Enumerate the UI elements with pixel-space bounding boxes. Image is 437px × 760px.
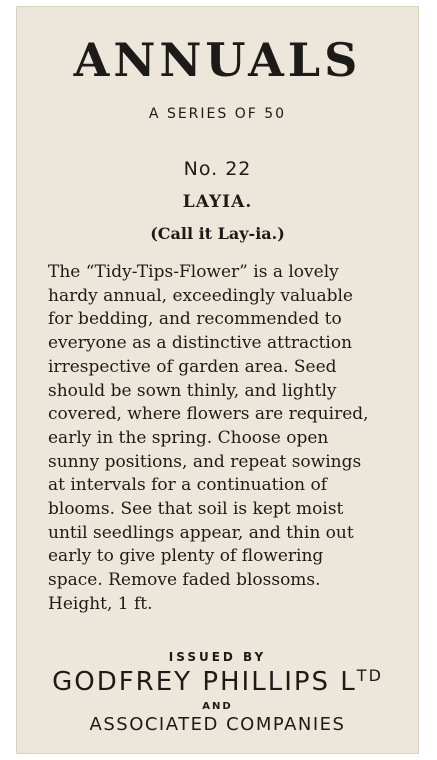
company-name (16, 666, 419, 697)
description-line: for bedding, and recommended to (48, 309, 342, 330)
associated-companies: ASSOCIATED COMPANIES (89, 714, 346, 735)
description-line: space. Remove faded blossoms. (48, 570, 321, 591)
description-line: until seedlings appear, and thin out (48, 522, 354, 543)
company-suffix: TD (356, 666, 383, 685)
description-line: blooms. See that soil is kept moist (48, 499, 344, 520)
pronunciation: (Call it Lay-ia.) (150, 224, 285, 243)
description-line: should be sown thinly, and lightly (48, 380, 337, 401)
company-name-text: GODFREY PHILLIPS L (52, 667, 357, 697)
issued-by-label: ISSUED BY (168, 650, 267, 664)
description-line: irrespective of garden area. Seed (48, 356, 337, 377)
flower-name: LAYIA. (182, 192, 253, 212)
description-line: early to give plenty of flowering (48, 546, 324, 567)
description-line: hardy annual, exceedingly valuable (48, 285, 353, 306)
description (48, 261, 398, 617)
description-line: The “Tidy-Tips-Flower” is a lovely (48, 262, 339, 282)
series-label: A SERIES OF 50 (148, 106, 287, 122)
and-label: AND (202, 701, 233, 712)
description-line: at intervals for a continuation of (48, 475, 328, 496)
card-title: ANNUALS (73, 33, 362, 87)
card-number: No. 22 (183, 158, 252, 180)
description-line: covered, where flowers are required, (48, 404, 369, 425)
description-line: Height, 1 ft. (48, 593, 153, 614)
description-line: early in the spring. Choose open (48, 427, 329, 448)
cigarette-card (16, 6, 419, 754)
description-line: sunny positions, and repeat sowings (48, 451, 362, 472)
description-line: everyone as a distinctive attraction (48, 333, 353, 354)
